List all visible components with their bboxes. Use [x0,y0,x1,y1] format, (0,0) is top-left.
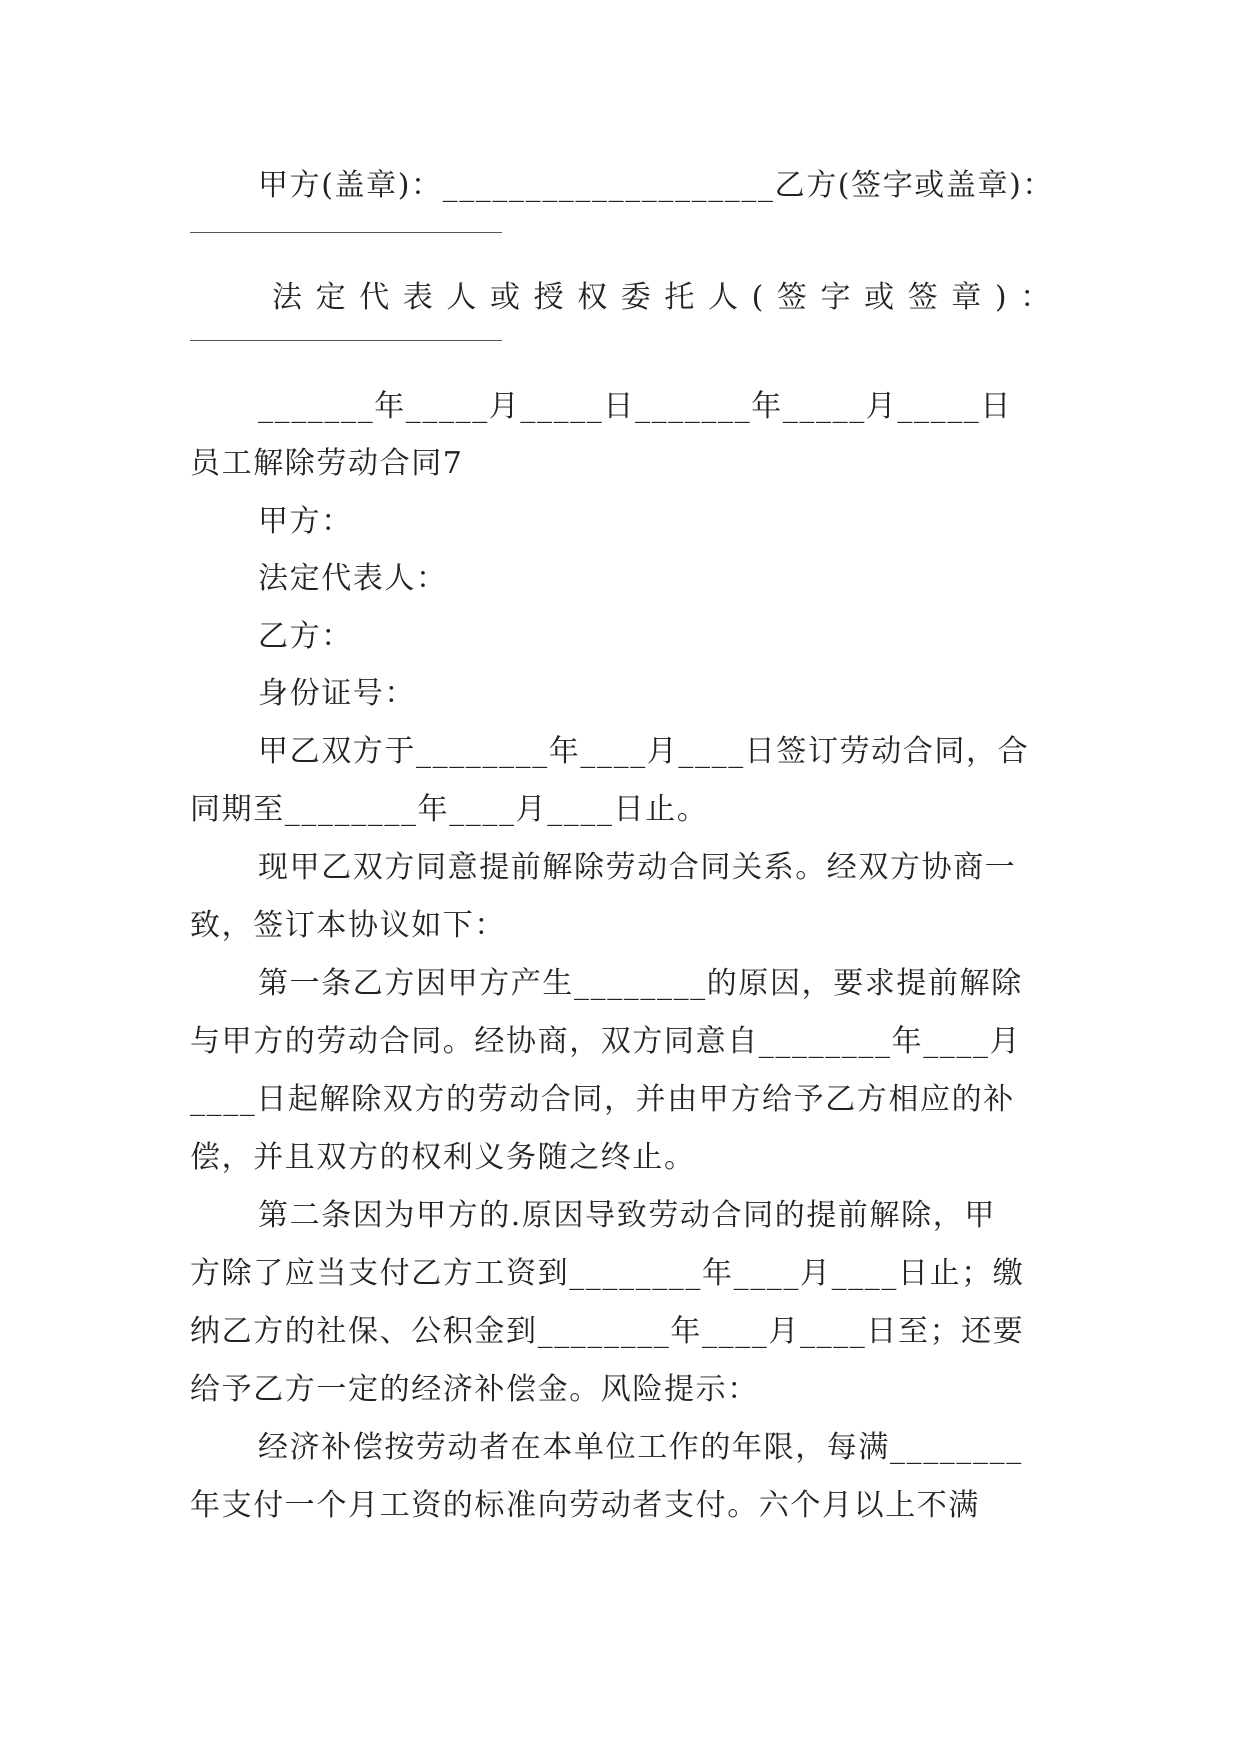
id-number-label: 身份证号： [258,676,416,711]
party-a-label: 甲方： [258,504,353,539]
paragraph-line: 偿，并且双方的权利义务随之终止。 [190,1140,696,1175]
paragraph-line: 年支付一个月工资的标准向劳动者支付。六个月以上不满 [190,1488,980,1523]
paragraph-line: 给予乙方一定的经济补偿金。风险提示： [190,1372,759,1407]
paragraph-line: 与甲方的劳动合同。经协商，双方同意自________年____月 [190,1024,1022,1059]
party-b-label: 乙方： [258,619,353,654]
paragraph-line: 甲乙双方于________年____月____日签订劳动合同，合 [258,734,1030,769]
paragraph-line: 第二条因为甲方的.原因导致劳动合同的提前解除，甲 [258,1198,996,1233]
paragraph-line: ____日起解除双方的劳动合同，并由甲方给予乙方相应的补 [190,1082,1015,1117]
signature-date-line: _______年_____月_____日_______年_____月_____日 [258,389,1012,424]
paragraph-line: 方除了应当支付乙方工资到________年____月____日止；缴 [190,1256,1025,1291]
paragraph-line: 现甲乙双方同意提前解除劳动合同关系。经双方协商一 [258,850,1017,885]
paragraph-line: 纳乙方的社保、公积金到________年____月____日至；还要 [190,1314,1025,1349]
paragraph-line: 致，签订本协议如下： [190,908,506,943]
signature-line-legal-rep: 法定代表人或授权委托人(签字或签章)： [272,280,1064,315]
contract-title: 员工解除劳动合同7 [190,446,464,481]
paragraph-line: 同期至________年____月____日止。 [190,792,709,827]
paragraph-line: 第一条乙方因甲方产生________的原因，要求提前解除 [258,966,1023,1001]
signature-blank-line [190,232,502,233]
signature-blank-line [190,340,502,341]
signature-line-party-a-b: 甲方(盖章)：____________________乙方(签字或盖章)： [258,168,1055,203]
paragraph-line: 经济补偿按劳动者在本单位工作的年限，每满________ [258,1430,1023,1465]
legal-rep-label: 法定代表人： [258,561,448,596]
